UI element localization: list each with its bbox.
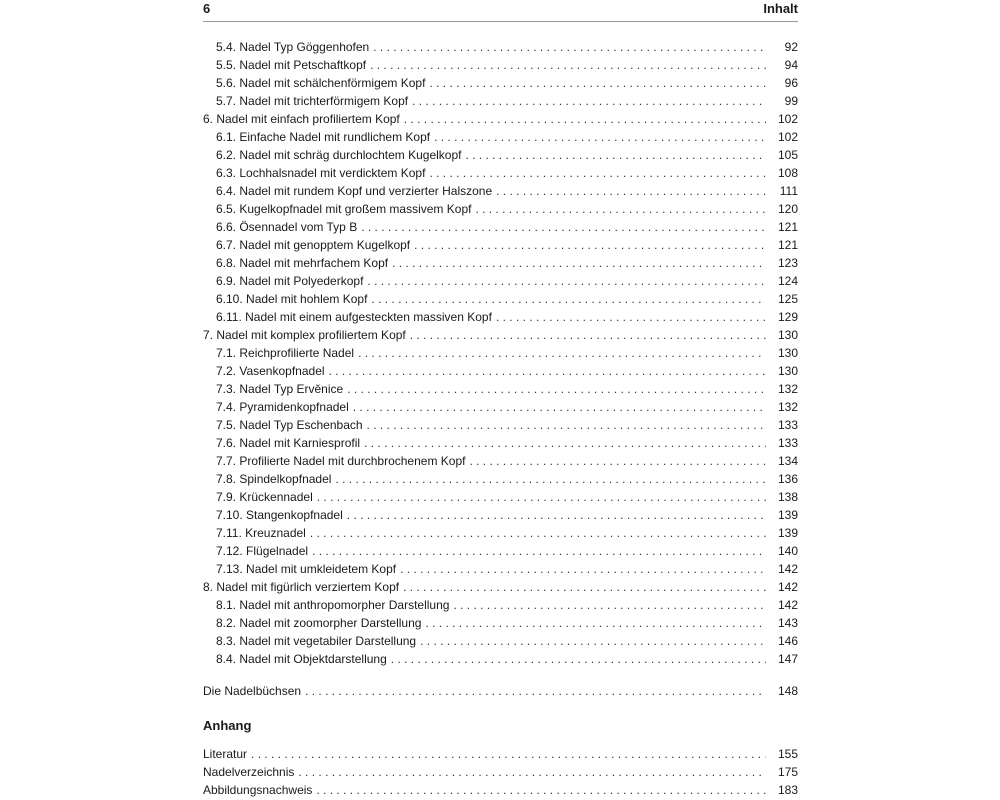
toc-entry[interactable] (203, 92, 798, 110)
toc-entry-title: 7.8. Spindelkopfnadel (216, 472, 332, 486)
toc-entry[interactable] (203, 362, 798, 380)
toc-entry-title: 8.3. Nadel mit vegetabiler Darstellung (216, 634, 417, 648)
toc-entry-title: 7.12. Flügelnadel (216, 544, 309, 558)
toc-entry-title: 6.11. Nadel mit einem aufgesteckten massiven Kopf (216, 310, 492, 324)
toc-entry[interactable] (203, 164, 798, 182)
toc-entry-page: 140 (777, 544, 798, 558)
toc-nadelbuechsen-block (203, 682, 798, 700)
toc-entry-page: 143 (777, 616, 798, 630)
toc-leader-dots (347, 380, 766, 398)
toc-entry-page: 133 (777, 418, 798, 432)
toc-leader-dots (329, 362, 766, 380)
toc-leader-dots (453, 596, 766, 614)
toc-entry-page: 130 (777, 328, 798, 342)
toc-entry[interactable] (203, 452, 798, 470)
toc-entry[interactable] (203, 146, 798, 164)
toc-entry[interactable] (203, 506, 798, 524)
toc-entry-title: 6.4. Nadel mit rundem Kopf und verzierter Halszone (216, 184, 493, 198)
toc-entry-title: 6.10. Nadel mit hohlem Kopf (216, 292, 368, 306)
toc-entry-title: 5.4. Nadel Typ Göggenhofen (216, 40, 370, 54)
toc-entry[interactable] (203, 38, 798, 56)
toc-leader-dots (316, 781, 766, 799)
toc-entry-page: 99 (784, 94, 798, 108)
toc-entry-title: 7. Nadel mit komplex profiliertem Kopf (203, 328, 406, 342)
toc-entry[interactable] (203, 254, 798, 272)
toc-entry-page: 132 (777, 400, 798, 414)
toc-entry[interactable] (203, 380, 798, 398)
toc-entry[interactable] (203, 524, 798, 542)
toc-entry[interactable] (203, 182, 798, 200)
toc-leader-dots (429, 74, 766, 92)
toc-entry-page: 121 (777, 238, 798, 252)
toc-entry-page: 92 (784, 40, 798, 54)
toc-entry[interactable] (203, 632, 798, 650)
toc-entry-page: 148 (777, 684, 798, 698)
toc-entry-title: Literatur (203, 747, 248, 761)
toc-entry-page: 134 (777, 454, 798, 468)
toc-entry-page: 130 (777, 364, 798, 378)
toc-entry[interactable] (203, 290, 798, 308)
toc-entry-page: 139 (777, 526, 798, 540)
toc-entry-title: 7.1. Reichprofilierte Nadel (216, 346, 355, 360)
toc-leader-dots (305, 682, 766, 700)
toc-entry[interactable] (203, 236, 798, 254)
toc-entry-title: 7.5. Nadel Typ Eschenbach (216, 418, 363, 432)
toc-entry-page: 105 (777, 148, 798, 162)
toc-entry[interactable] (203, 434, 798, 452)
toc-entry-title: 5.7. Nadel mit trichterförmigem Kopf (216, 94, 409, 108)
toc-leader-dots (403, 578, 766, 596)
toc-entry[interactable] (203, 74, 798, 92)
toc-entry-page: 120 (777, 202, 798, 216)
toc-leader-dots (353, 398, 766, 416)
toc-leader-dots (367, 272, 766, 290)
toc-leader-dots (364, 434, 766, 452)
toc-entry-page: 142 (777, 562, 798, 576)
toc-entry-page: 111 (779, 184, 798, 198)
toc-entry-title: 6.7. Nadel mit genopptem Kugelkopf (216, 238, 411, 252)
toc-entry-page: 108 (777, 166, 798, 180)
toc-entry-title: 5.6. Nadel mit schälchenförmigem Kopf (216, 76, 426, 90)
toc-leader-dots (392, 254, 766, 272)
toc-entry-title: 8.1. Nadel mit anthropomorpher Darstellung (216, 598, 450, 612)
toc-entry-page: 96 (784, 76, 798, 90)
toc-entry-page: 155 (777, 747, 798, 761)
toc-entry-title: 6. Nadel mit einfach profiliertem Kopf (203, 112, 400, 126)
toc-entry[interactable] (203, 200, 798, 218)
toc-entry-title: 8.2. Nadel mit zoomorpher Darstellung (216, 616, 422, 630)
toc-entry-title: 8.4. Nadel mit Objektdarstellung (216, 652, 387, 666)
toc-entry[interactable] (203, 128, 798, 146)
toc-leader-dots (434, 128, 766, 146)
toc-entry-title: 6.5. Kugelkopfnadel mit großem massivem Kopf (216, 202, 472, 216)
toc-entry[interactable] (203, 560, 798, 578)
toc-entry[interactable] (203, 488, 798, 506)
toc-entry-title: 6.6. Ösennadel vom Typ B (216, 220, 358, 234)
toc-entry-title: 7.9. Krückennadel (216, 490, 313, 504)
toc-entry-title: 7.2. Vasenkopfnadel (216, 364, 325, 378)
toc-entry-page: 124 (777, 274, 798, 288)
toc-leader-dots (373, 38, 766, 56)
toc-entry-title: 7.13. Nadel mit umkleidetem Kopf (216, 562, 397, 576)
toc-leader-dots (425, 614, 766, 632)
toc-entry-title: 6.2. Nadel mit schräg durchlochtem Kugelkopf (216, 148, 462, 162)
section-title: Inhalt (763, 1, 798, 16)
page-number: 6 (203, 1, 211, 16)
toc-entry[interactable] (203, 218, 798, 236)
toc-leader-dots (370, 56, 766, 74)
toc-leader-dots (496, 182, 766, 200)
toc-leader-dots (298, 763, 766, 781)
toc-entry-page: 130 (777, 346, 798, 360)
toc-leader-dots (475, 200, 766, 218)
toc-entry-page: 123 (777, 256, 798, 270)
toc-entry[interactable] (203, 326, 798, 344)
toc-entry-title: 7.11. Kreuznadel (216, 526, 306, 540)
toc-leader-dots (400, 560, 766, 578)
toc-leader-dots (412, 92, 766, 110)
toc-leader-dots (410, 326, 766, 344)
toc-leader-dots (496, 308, 766, 326)
toc-entry-page: 102 (777, 112, 798, 126)
toc-leader-dots (420, 632, 766, 650)
toc-entry[interactable] (203, 344, 798, 362)
toc-entry-page: 147 (777, 652, 798, 666)
toc-entry[interactable] (203, 416, 798, 434)
toc-entry[interactable] (203, 781, 798, 799)
toc-leader-dots (335, 470, 766, 488)
toc-entry[interactable] (203, 542, 798, 560)
toc-entry[interactable] (203, 745, 798, 763)
toc-entry-title: Nadelverzeichnis (203, 765, 295, 779)
toc-entry[interactable] (203, 763, 798, 781)
toc-entry-page: 129 (777, 310, 798, 324)
toc-entry[interactable] (203, 110, 798, 128)
toc-entry-title: 7.3. Nadel Typ Ervěnice (216, 382, 344, 396)
toc-entry-page: 125 (777, 292, 798, 306)
toc-entry-title: 6.8. Nadel mit mehrfachem Kopf (216, 256, 389, 270)
toc-leader-dots (361, 218, 766, 236)
toc-leader-dots (358, 344, 766, 362)
toc-leader-dots (391, 650, 766, 668)
toc-leader-dots (404, 110, 766, 128)
toc-entry[interactable] (203, 398, 798, 416)
toc-entry-page: 142 (777, 580, 798, 594)
toc-leader-dots (312, 542, 766, 560)
toc-leader-dots (317, 488, 766, 506)
toc-entry-page: 121 (777, 220, 798, 234)
toc-entry[interactable] (203, 614, 798, 632)
table-of-contents (203, 38, 798, 668)
toc-entry[interactable] (203, 682, 798, 700)
toc-leader-dots (469, 452, 766, 470)
toc-leader-dots (347, 506, 766, 524)
toc-leader-dots (465, 146, 766, 164)
toc-leader-dots (310, 524, 766, 542)
toc-entry[interactable] (203, 578, 798, 596)
toc-entry-title: 5.5. Nadel mit Petschaftkopf (216, 58, 367, 72)
toc-entry-page: 133 (777, 436, 798, 450)
anhang-heading: Anhang (203, 718, 252, 733)
toc-entry-page: 139 (777, 508, 798, 522)
running-header (203, 0, 798, 22)
toc-leader-dots (371, 290, 766, 308)
anhang-list (203, 745, 798, 799)
toc-leader-dots (414, 236, 766, 254)
toc-entry-title: 7.7. Profilierte Nadel mit durchbrochenem Kopf (216, 454, 466, 468)
toc-entry-page: 132 (777, 382, 798, 396)
toc-entry-title: 8. Nadel mit figürlich verziertem Kopf (203, 580, 400, 594)
toc-entry-title: 7.10. Stangenkopfnadel (216, 508, 343, 522)
toc-entry-page: 142 (777, 598, 798, 612)
toc-leader-dots (429, 164, 766, 182)
toc-entry[interactable] (203, 650, 798, 668)
toc-entry-page: 94 (784, 58, 798, 72)
toc-entry[interactable] (203, 272, 798, 290)
toc-entry[interactable] (203, 470, 798, 488)
toc-leader-dots (367, 416, 766, 434)
toc-entry-page: 175 (777, 765, 798, 779)
toc-entry[interactable] (203, 308, 798, 326)
toc-leader-dots (251, 745, 766, 763)
toc-entry-title: Abbildungsnachweis (203, 783, 313, 797)
toc-entry-page: 146 (777, 634, 798, 648)
toc-entry-page: 138 (777, 490, 798, 504)
toc-entry-title: 6.3. Lochhalsnadel mit verdicktem Kopf (216, 166, 426, 180)
toc-entry-title: 7.4. Pyramidenkopfnadel (216, 400, 349, 414)
toc-entry-title: 7.6. Nadel mit Karniesprofil (216, 436, 361, 450)
toc-entry-title: 6.9. Nadel mit Polyederkopf (216, 274, 364, 288)
toc-entry-page: 136 (777, 472, 798, 486)
toc-entry-title: Die Nadelbüchsen (203, 684, 302, 698)
toc-entry-page: 183 (777, 783, 798, 797)
toc-entry-title: 6.1. Einfache Nadel mit rundlichem Kopf (216, 130, 431, 144)
toc-entry[interactable] (203, 56, 798, 74)
toc-entry[interactable] (203, 596, 798, 614)
toc-entry-page: 102 (777, 130, 798, 144)
